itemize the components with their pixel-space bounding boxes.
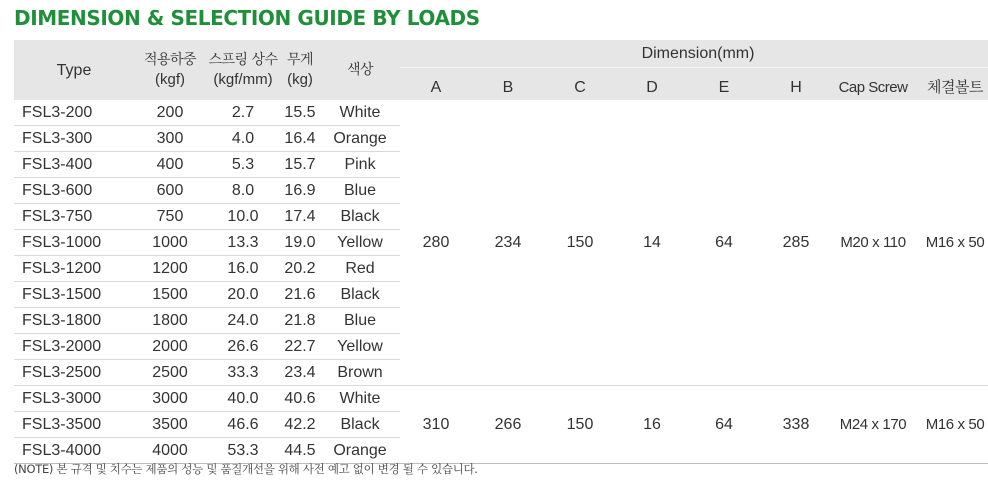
cell-weight: 17.4	[280, 204, 320, 230]
header-cap-screw: Cap Screw	[832, 68, 914, 101]
cell-weight: 40.6	[280, 386, 320, 412]
header-spring-rate-unit: (kgf/mm)	[213, 71, 273, 88]
cell-dim-b: 234	[472, 100, 544, 386]
cell-color: Orange	[320, 126, 400, 152]
cell-weight: 42.2	[280, 412, 320, 438]
header-spring-rate-name: 스프링 상수	[208, 52, 278, 68]
cell-color: Black	[320, 204, 400, 230]
header-load	[134, 40, 206, 100]
cell-dim-h: 338	[760, 386, 832, 464]
selection-guide-table	[14, 40, 988, 464]
cell-type: FSL3-2500	[14, 360, 134, 386]
header-weight	[280, 40, 320, 100]
cell-spring-rate: 8.0	[206, 178, 280, 204]
cell-weight: 21.8	[280, 308, 320, 334]
cell-load: 1200	[134, 256, 206, 282]
cell-spring-rate: 5.3	[206, 152, 280, 178]
cell-dim-c: 150	[544, 386, 616, 464]
cell-type: FSL3-1200	[14, 256, 134, 282]
cell-type: FSL3-1000	[14, 230, 134, 256]
cell-fastening-bolt: M16 x 50	[914, 100, 988, 386]
cell-color: Blue	[320, 308, 400, 334]
cell-color: Red	[320, 256, 400, 282]
cell-spring-rate: 13.3	[206, 230, 280, 256]
cell-color: Yellow	[320, 334, 400, 360]
footnote: (NOTE) 본 규격 및 치수는 제품의 성능 및 품질개선을 위해 사전 예고 없이 변경 될 수 있습니다.	[14, 462, 478, 476]
cell-cap-screw: M24 x 170	[832, 386, 914, 464]
cell-spring-rate: 20.0	[206, 282, 280, 308]
cell-color: White	[320, 386, 400, 412]
header-spring-rate	[206, 40, 280, 100]
cell-dim-a: 310	[400, 386, 472, 464]
cell-color: Black	[320, 412, 400, 438]
cell-load: 1800	[134, 308, 206, 334]
cell-load: 300	[134, 126, 206, 152]
cell-color: Black	[320, 282, 400, 308]
cell-type: FSL3-4000	[14, 438, 134, 464]
header-load-unit: (kgf)	[155, 71, 185, 88]
cell-color: Pink	[320, 152, 400, 178]
cell-spring-rate: 16.0	[206, 256, 280, 282]
cell-load: 600	[134, 178, 206, 204]
cell-color: Yellow	[320, 230, 400, 256]
cell-weight: 15.7	[280, 152, 320, 178]
cell-weight: 15.5	[280, 100, 320, 126]
cell-type: FSL3-750	[14, 204, 134, 230]
cell-weight: 21.6	[280, 282, 320, 308]
cell-weight: 22.7	[280, 334, 320, 360]
header-weight-name: 무게	[286, 52, 314, 68]
cell-fastening-bolt: M16 x 50	[914, 386, 988, 464]
header-fastening-bolt: 체결볼트	[914, 68, 988, 101]
cell-dim-d: 14	[616, 100, 688, 386]
table-row	[14, 100, 988, 126]
cell-spring-rate: 10.0	[206, 204, 280, 230]
cell-dim-d: 16	[616, 386, 688, 464]
cell-dim-a: 280	[400, 100, 472, 386]
header-dim-b: B	[472, 68, 544, 101]
cell-type: FSL3-3000	[14, 386, 134, 412]
cell-spring-rate: 2.7	[206, 100, 280, 126]
cell-spring-rate: 33.3	[206, 360, 280, 386]
header-type: Type	[14, 40, 134, 100]
cell-weight: 16.4	[280, 126, 320, 152]
cell-type: FSL3-1800	[14, 308, 134, 334]
cell-load: 3000	[134, 386, 206, 412]
cell-dim-c: 150	[544, 100, 616, 386]
cell-color: Brown	[320, 360, 400, 386]
cell-type: FSL3-400	[14, 152, 134, 178]
cell-spring-rate: 46.6	[206, 412, 280, 438]
cell-load: 4000	[134, 438, 206, 464]
cell-spring-rate: 24.0	[206, 308, 280, 334]
cell-type: FSL3-600	[14, 178, 134, 204]
cell-load: 2000	[134, 334, 206, 360]
cell-load: 1500	[134, 282, 206, 308]
cell-color: Blue	[320, 178, 400, 204]
header-dim-h: H	[760, 68, 832, 101]
cell-type: FSL3-3500	[14, 412, 134, 438]
cell-type: FSL3-2000	[14, 334, 134, 360]
cell-load: 1000	[134, 230, 206, 256]
cell-dim-e: 64	[688, 386, 760, 464]
header-color: 색상	[320, 40, 400, 100]
cell-cap-screw: M20 x 110	[832, 100, 914, 386]
header-dim-d: D	[616, 68, 688, 101]
cell-type: FSL3-300	[14, 126, 134, 152]
cell-weight: 44.5	[280, 438, 320, 464]
cell-spring-rate: 53.3	[206, 438, 280, 464]
cell-spring-rate: 26.6	[206, 334, 280, 360]
cell-weight: 16.9	[280, 178, 320, 204]
cell-type: FSL3-200	[14, 100, 134, 126]
cell-dim-e: 64	[688, 100, 760, 386]
cell-load: 200	[134, 100, 206, 126]
page-title: DIMENSION & SELECTION GUIDE BY LOADS	[14, 6, 480, 30]
header-load-name: 적용하중	[143, 52, 197, 68]
header-dim-c: C	[544, 68, 616, 101]
header-dim-a: A	[400, 68, 472, 101]
cell-load: 750	[134, 204, 206, 230]
cell-spring-rate: 4.0	[206, 126, 280, 152]
cell-color: Orange	[320, 438, 400, 464]
cell-weight: 23.4	[280, 360, 320, 386]
cell-load: 2500	[134, 360, 206, 386]
cell-spring-rate: 40.0	[206, 386, 280, 412]
cell-load: 3500	[134, 412, 206, 438]
cell-weight: 19.0	[280, 230, 320, 256]
cell-load: 400	[134, 152, 206, 178]
header-weight-unit: (kg)	[287, 71, 313, 88]
cell-weight: 20.2	[280, 256, 320, 282]
cell-dim-b: 266	[472, 386, 544, 464]
cell-dim-h: 285	[760, 100, 832, 386]
header-dimension-group: Dimension(mm)	[400, 40, 988, 68]
table-row	[14, 386, 988, 412]
header-dim-e: E	[688, 68, 760, 101]
cell-type: FSL3-1500	[14, 282, 134, 308]
cell-color: White	[320, 100, 400, 126]
